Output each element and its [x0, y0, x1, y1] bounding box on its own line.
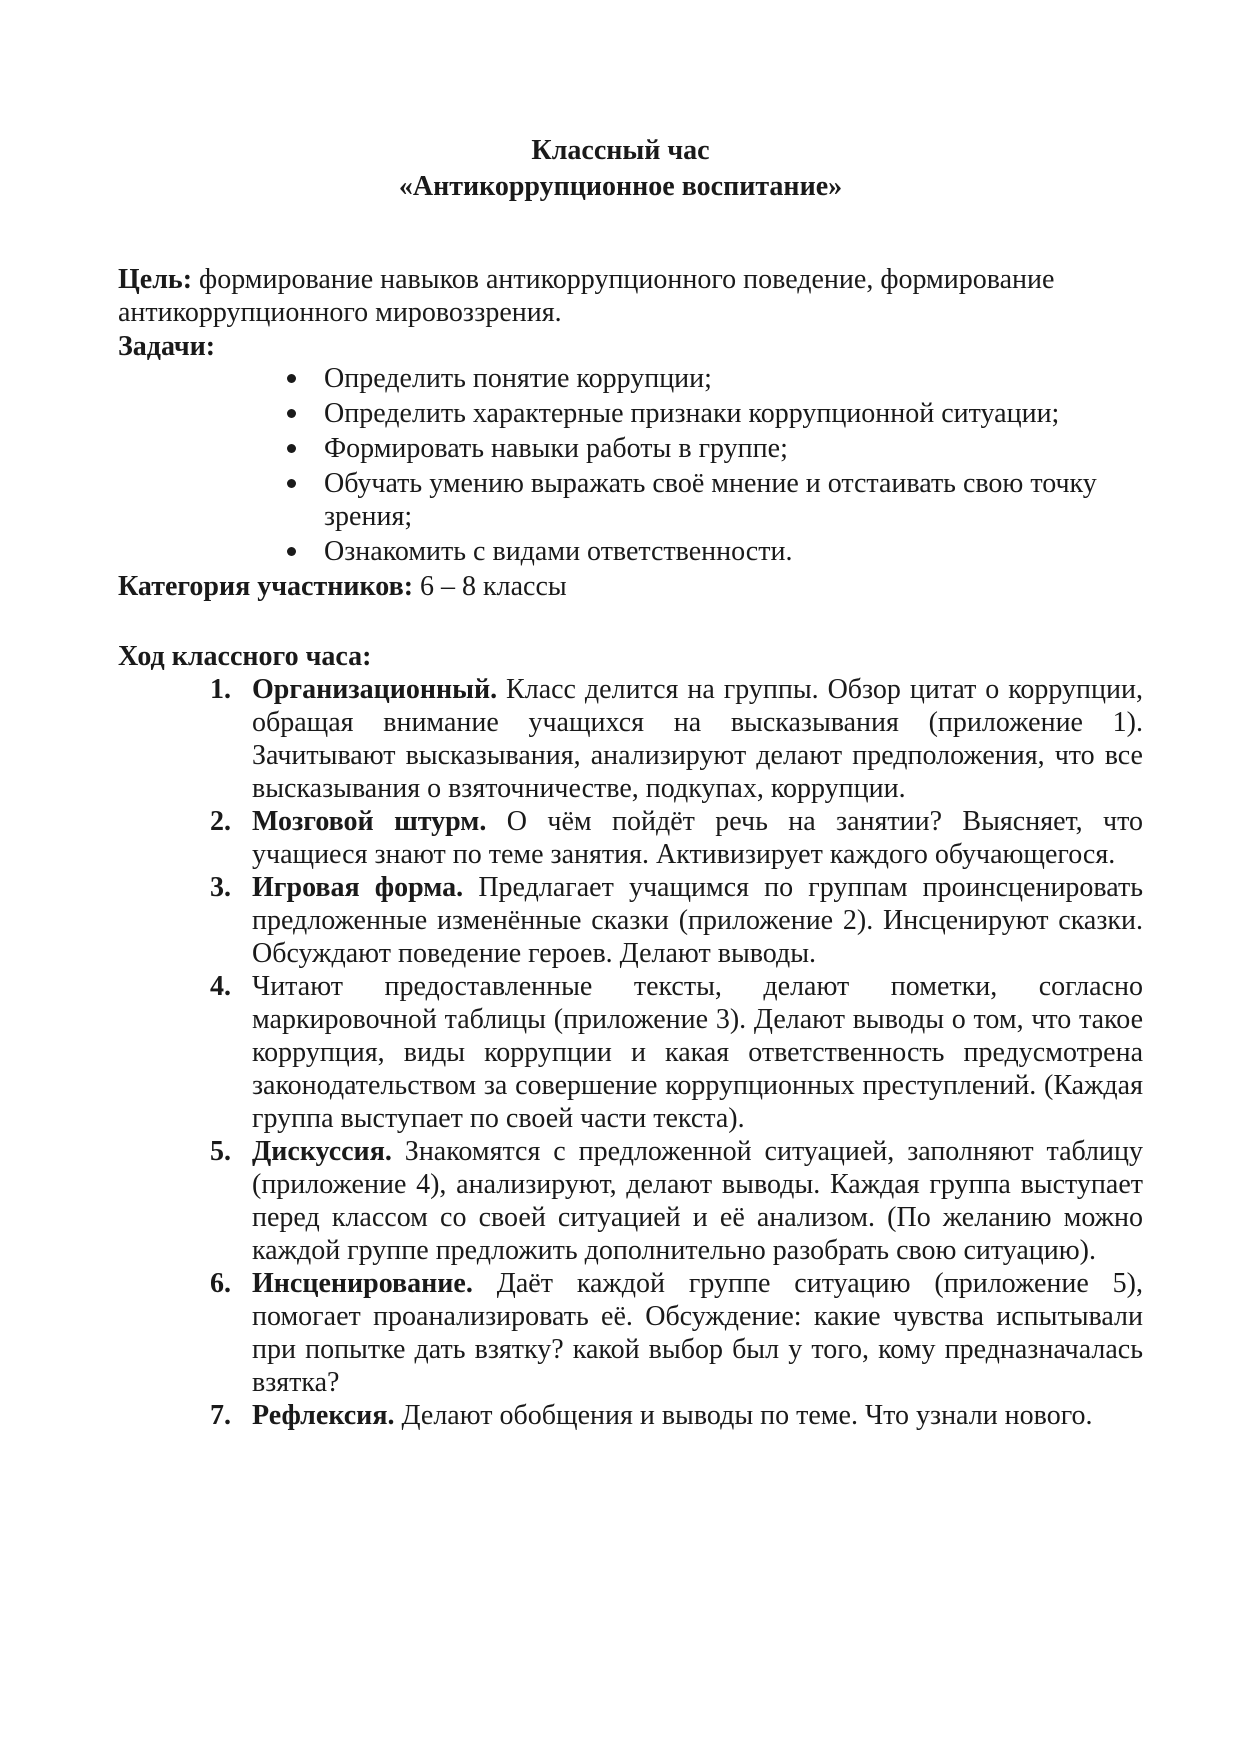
goal-text: формирование навыков антикоррупционного поведение, формирование антикоррупционного мировоззрения.: [118, 264, 1055, 328]
step-text: Класс делится на группы. Обзор цитат о коррупции, обращая внимание учащихся на высказывания (приложение 1). Зачитывают высказывания, анализируют делают предположения, что все высказывания о взяточничестве, подкупах, коррупции.: [252, 674, 1143, 804]
step-number: 2.: [210, 806, 231, 837]
participants-label: Категория участников:: [118, 571, 414, 602]
step-title: Игровая форма.: [252, 872, 464, 903]
goal-label: Цель:: [118, 264, 193, 295]
step-title: Организационный.: [252, 674, 498, 705]
step-number: 1.: [210, 674, 231, 705]
tasks-list: [288, 362, 1168, 570]
document-title: [0, 133, 1241, 205]
list-item: [288, 467, 1168, 533]
list-item: [288, 432, 1168, 465]
list-item: [210, 1267, 1143, 1399]
task-text: Формировать навыки работы в группе;: [324, 433, 788, 464]
list-item: [288, 362, 1168, 395]
step-text: О чём пойдёт речь на занятии? Выясняет, что учащиеся знают по теме занятия. Активизирует каждого обучающегося.: [252, 806, 1143, 870]
step-text: Даёт каждой группе ситуацию (приложение 5), помогает проанализировать её. Обсуждение: какие чувства испытывали при попытке дать взятку? какой выбор был у того, кому предназначалась взятка?: [252, 1268, 1143, 1398]
step-number: 5.: [210, 1136, 231, 1167]
participants-line: [118, 570, 567, 603]
step-number: 7.: [210, 1400, 231, 1431]
step-text: Предлагает учащимся по группам проинсценировать предложенные изменённые сказки (приложение 2). Инсценируют сказки. Обсуждают поведение героев. Делают выводы.: [252, 872, 1143, 969]
bullet-icon: [288, 535, 324, 568]
bullet-icon: [288, 362, 324, 395]
goal-paragraph: [118, 263, 1130, 329]
title-line-2: «Антикоррупционное воспитание»: [398, 171, 843, 202]
step-number: 4.: [210, 971, 231, 1002]
bullet-icon: [288, 432, 324, 465]
list-item: [210, 871, 1143, 970]
list-item: [210, 970, 1143, 1135]
bullet-icon: [288, 397, 324, 430]
step-text: Знакомятся с предложенной ситуацией, заполняют таблицу (приложение 4), анализируют, делают выводы. Каждая группа выступает перед классом со своей ситуацией и её анализом. (По желанию можно каждой группе предложить дополнительно разобрать свою ситуацию).: [252, 1136, 1143, 1266]
step-title: Мозговой штурм.: [252, 806, 487, 837]
step-number: 6.: [210, 1268, 231, 1299]
steps-list: [210, 673, 1143, 1432]
step-title: Рефлексия.: [252, 1400, 395, 1431]
step-title: Инсценирование.: [252, 1268, 473, 1299]
list-item: [288, 397, 1168, 430]
step-number: 3.: [210, 872, 231, 903]
title-line-1: Классный час: [531, 135, 710, 166]
bullet-icon: [288, 467, 324, 500]
tasks-label: Задачи:: [118, 331, 216, 362]
course-label: Ход классного часа:: [118, 641, 372, 672]
step-title: Дискуссия.: [252, 1136, 392, 1167]
task-text: Ознакомить с видами ответственности.: [324, 536, 793, 567]
task-text: Обучать умению выражать своё мнение и отстаивать свою точку зрения;: [324, 468, 1097, 532]
task-text: Определить понятие коррупции;: [324, 363, 712, 394]
task-text: Определить характерные признаки коррупционной ситуации;: [324, 398, 1060, 429]
participants-value: 6 – 8 классы: [413, 571, 567, 602]
list-item: [210, 1399, 1143, 1432]
list-item: [210, 673, 1143, 805]
list-item: [210, 805, 1143, 871]
list-item: [210, 1135, 1143, 1267]
step-text: Делают обобщения и выводы по теме. Что узнали нового.: [394, 1400, 1093, 1431]
step-text: Читают предоставленные тексты, делают пометки, согласно маркировочной таблицы (приложение 3). Делают выводы о том, что такое коррупция, виды коррупции и какая ответственность предусмотрена законодательством за совершение коррупционных преступлений. (Каждая группа выступает по своей части текста).: [252, 971, 1143, 1134]
list-item: [288, 535, 1168, 568]
